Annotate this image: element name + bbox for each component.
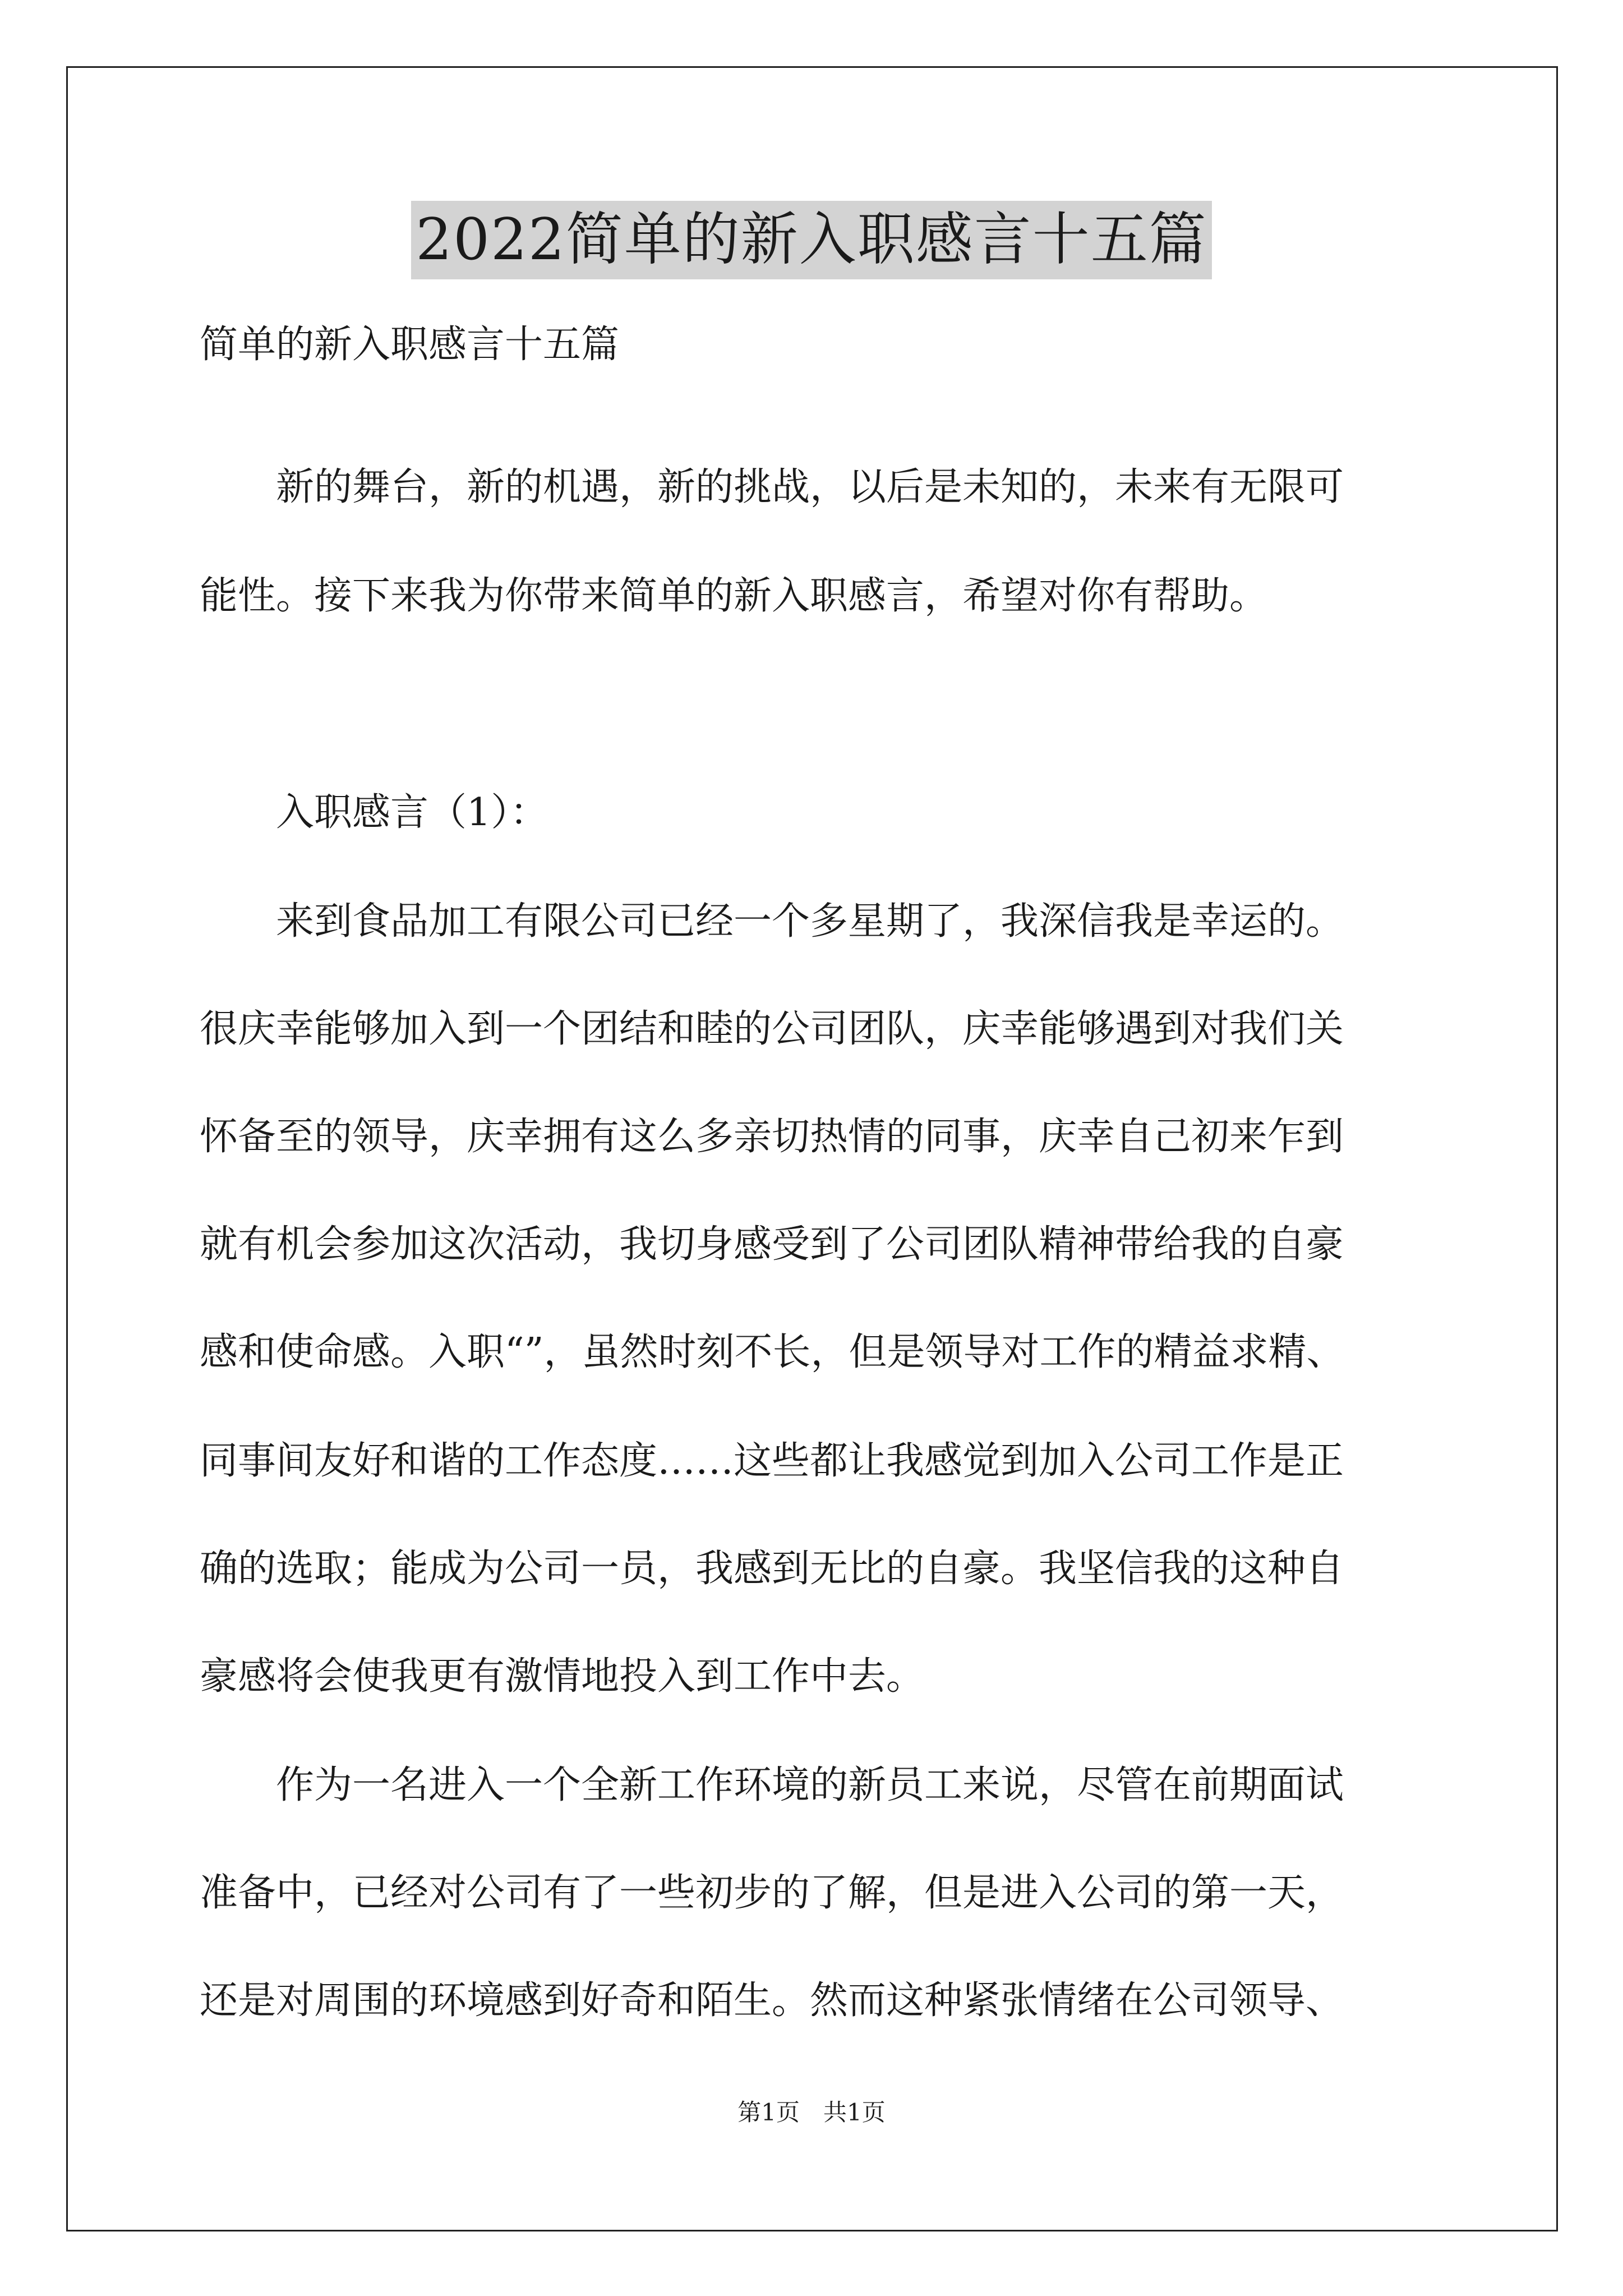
paragraph-line: 同事间友好和谐的工作态度……这些都让我感觉到加入公司工作是正 — [200, 1439, 1344, 1483]
document-subtitle: 简单的新入职感言十五篇 — [200, 323, 620, 367]
paragraph-line: 来到食品加工有限公司已经一个多星期了，我深信我是幸运的。 — [200, 899, 1344, 944]
paragraph-line: 还是对周围的环境感到好奇和陌生。然而这种紧张情绪在公司领导、 — [200, 1978, 1344, 2023]
paragraph-line: 确的选取；能成为公司一员，我感到无比的自豪。我坚信我的这种自 — [200, 1547, 1344, 1591]
paragraph-line: 准备中，已经对公司有了一些初步的了解，但是进入公司的第一天， — [200, 1871, 1344, 1915]
paragraph-line: 新的舞台，新的机遇，新的挑战，以后是未知的，未来有无限可 — [200, 465, 1344, 509]
paragraph-line: 怀备至的领导，庆幸拥有这么多亲切热情的同事，庆幸自己初来乍到 — [200, 1115, 1344, 1159]
paragraph-line: 就有机会参加这次活动，我切身感受到了公司团队精神带给我的自豪 — [200, 1222, 1344, 1267]
paragraph-line: 很庆幸能够加入到一个团结和睦的公司团队，庆幸能够遇到对我们关 — [200, 1007, 1344, 1051]
title-container — [0, 201, 1623, 279]
paragraph-line: 作为一名进入一个全新工作环境的新员工来说，尽管在前期面试 — [200, 1763, 1344, 1807]
page-number: 第1页 共1页 — [737, 2099, 886, 2126]
document-title: 2022简单的新入职感言十五篇 — [411, 201, 1212, 279]
paragraph-line: 感和使命感。入职“”，虽然时刻不长，但是领导对工作的精益求精、 — [200, 1330, 1345, 1374]
section-heading: 入职感言（1）： — [200, 790, 548, 835]
paragraph-line: 豪感将会使我更有激情地投入到工作中去。 — [200, 1654, 925, 1699]
paragraph-line: 能性。接下来我为你带来简单的新入职感言，希望对你有帮助。 — [200, 574, 1268, 618]
